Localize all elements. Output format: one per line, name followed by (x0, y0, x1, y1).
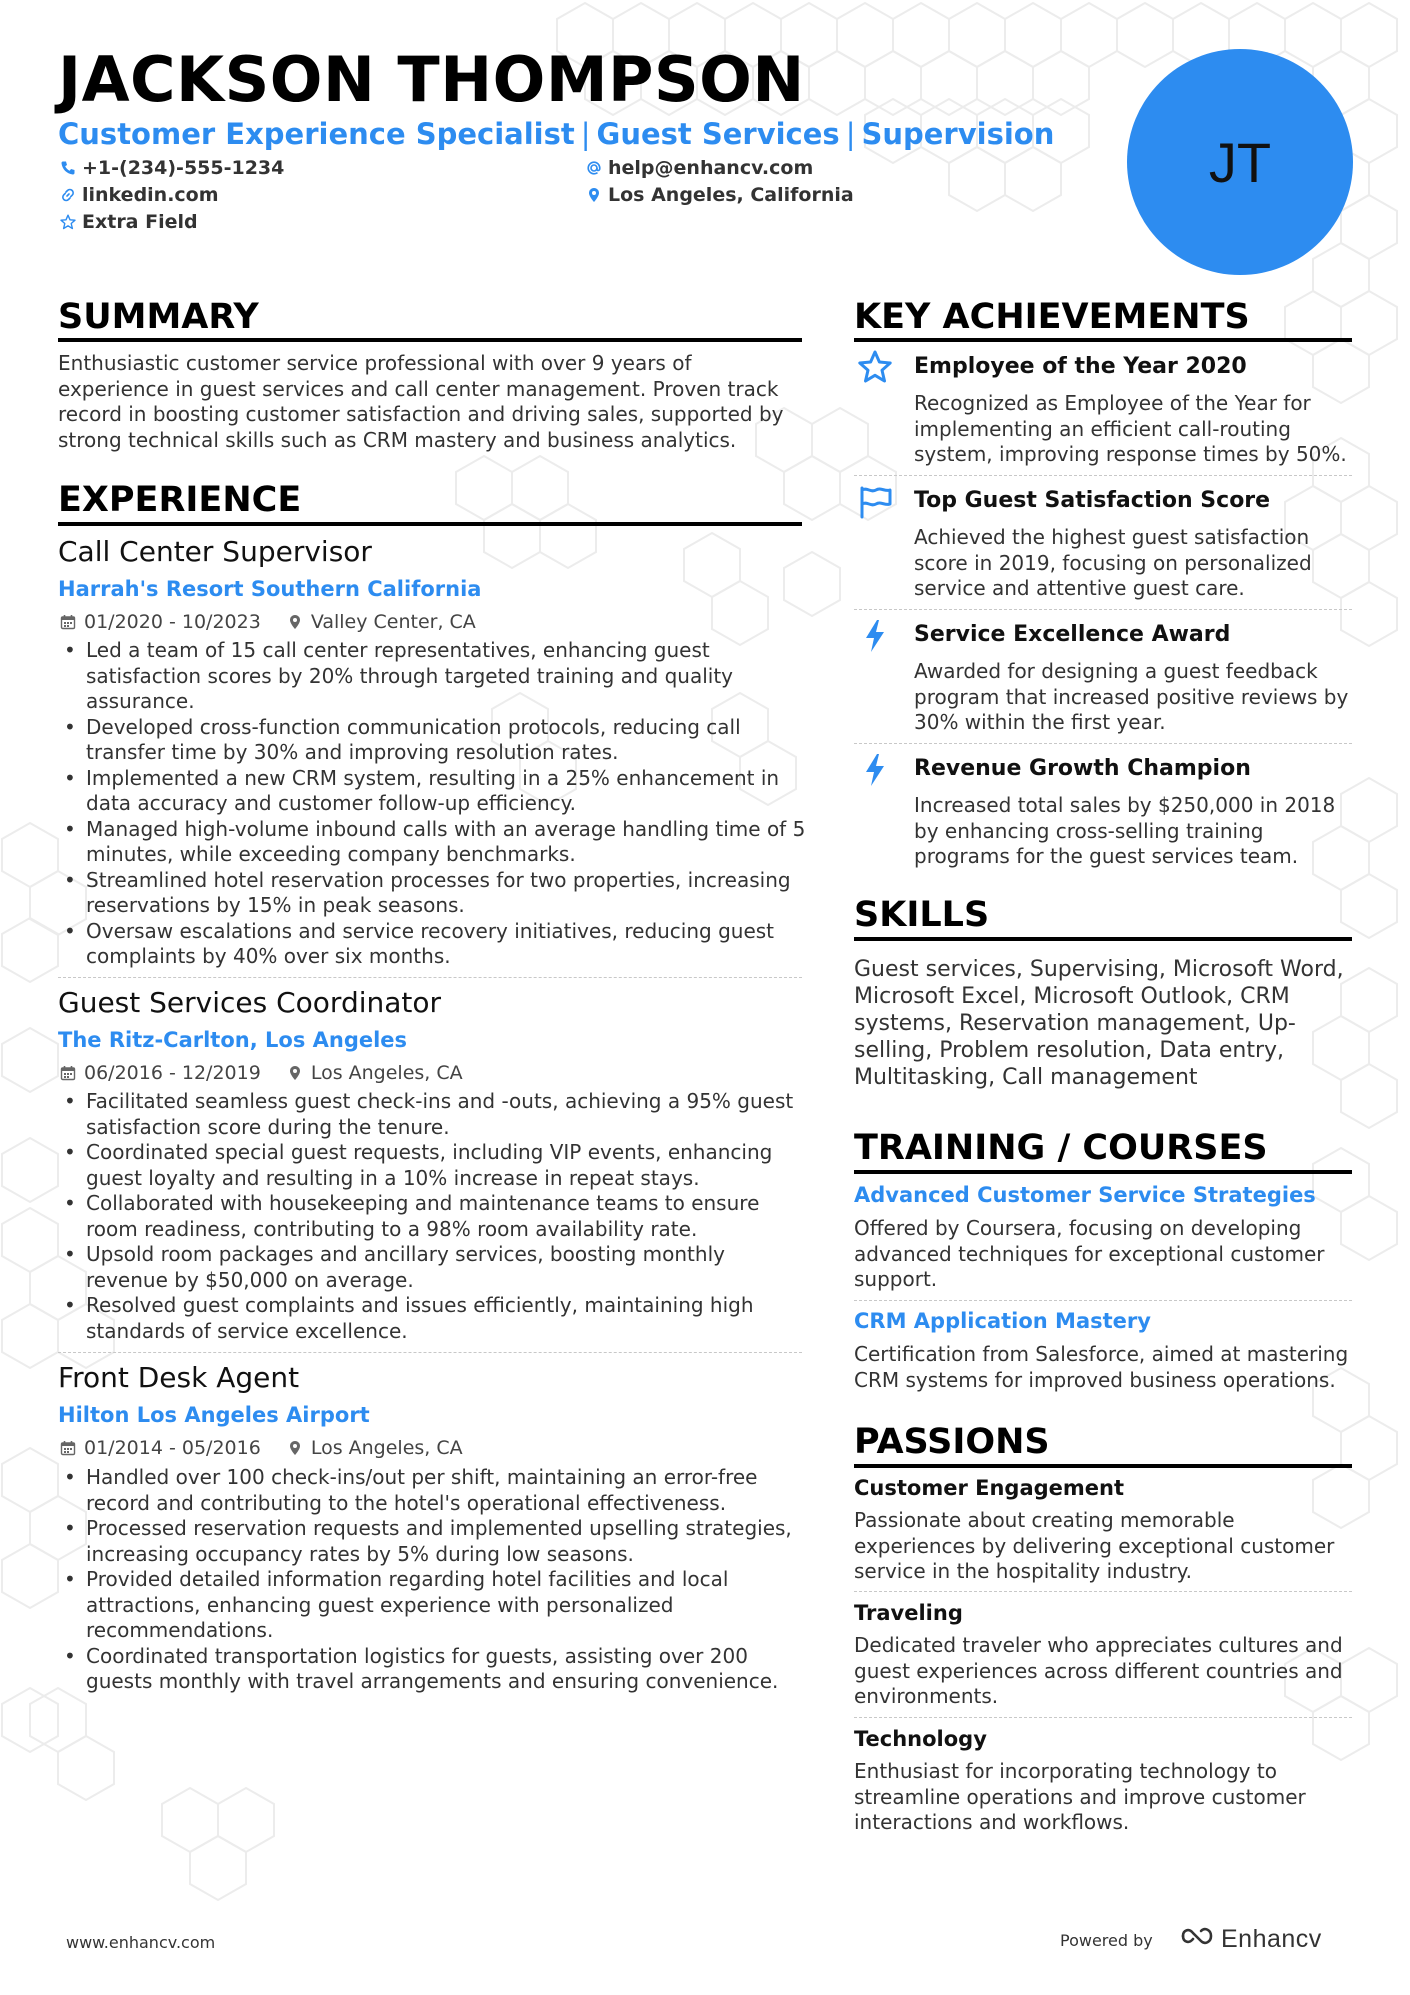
passion-text: Enthusiast for incorporating technology to streamline operations and improve customer interactions and workflows. (854, 1759, 1306, 1834)
list-item: • Upsold room packages and ancillary services, boosting monthly revenue by $50,000 on average. (58, 1242, 808, 1293)
section-divider (854, 338, 1352, 342)
entry-divider (854, 1591, 1352, 1592)
pin-icon (586, 187, 602, 203)
list-item: • Oversaw escalations and service recovery initiatives, reducing guest complaints by 40% over six months. (58, 919, 808, 970)
job-role: Call Center Supervisor (58, 535, 372, 568)
entry-divider (854, 1300, 1352, 1301)
contact-location (586, 182, 854, 208)
achievement-text: Achieved the highest guest satisfaction score in 2019, focusing on personalized service and attentive guest care. (914, 525, 1312, 600)
passions-title: PASSIONS (854, 1422, 1050, 1462)
pin-icon (287, 614, 303, 630)
entry-divider (58, 1352, 802, 1353)
job-company[interactable]: Harrah's Resort Southern California (58, 577, 482, 601)
at-icon (586, 160, 602, 176)
star-icon (60, 214, 76, 230)
job-dates: 06/2016 - 12/2019 (84, 1062, 261, 1084)
skills-title: SKILLS (854, 895, 990, 935)
avatar-initials: JT (1208, 130, 1272, 194)
list-item: • Provided detailed information regarding hotel facilities and local attractions, enhancing guest experience with personalized recommendations. (58, 1567, 808, 1644)
course-text: Offered by Coursera, focusing on developing advanced techniques for exceptional customer support. (854, 1216, 1325, 1291)
job-role: Guest Services Coordinator (58, 986, 442, 1019)
job-meta (60, 1435, 463, 1461)
list-item: • Coordinated special guest requests, including VIP events, enhancing guest loyalty and resulting in a 10% increase in repeat stays. (58, 1140, 808, 1191)
headline-part: Customer Experience Specialist (58, 117, 575, 151)
list-item: • Implemented a new CRM system, resulting in a 25% enhancement in data accuracy and customer follow-up efficiency. (58, 766, 808, 817)
headline-separator: | (580, 117, 591, 151)
flag-icon (857, 484, 893, 520)
phone-icon (60, 160, 76, 176)
job-location: Valley Center, CA (310, 611, 476, 633)
contact-extra (60, 209, 198, 235)
calendar-icon (60, 1440, 76, 1456)
job-bullets (58, 638, 808, 970)
enhancv-logo-icon (1180, 1924, 1214, 1948)
headline (58, 116, 1054, 152)
pin-icon (287, 1065, 303, 1081)
list-item: • Coordinated transportation logistics for guests, assisting over 200 guests monthly with travel arrangements and ensuring convenience. (58, 1644, 808, 1695)
headline-part: Supervision (861, 117, 1055, 151)
entry-divider (854, 743, 1352, 744)
bolt-icon (857, 618, 893, 654)
achievement-text: Recognized as Employee of the Year for implementing an efficient call-routing system, improving response times by 50%. (914, 391, 1347, 466)
extra-field-text: Extra Field (82, 211, 198, 233)
job-dates: 01/2020 - 10/2023 (84, 611, 261, 633)
job-role: Front Desk Agent (58, 1361, 300, 1394)
course-title[interactable]: CRM Application Mastery (854, 1309, 1151, 1333)
achievement-title: Top Guest Satisfaction Score (914, 488, 1271, 513)
footer-powered-by: Powered by (1060, 1931, 1153, 1950)
training-title: TRAINING / COURSES (854, 1128, 1268, 1168)
list-item: • Resolved guest complaints and issues efficiently, maintaining high standards of service excellence. (58, 1293, 808, 1344)
passion-title: Customer Engagement (854, 1476, 1125, 1500)
email-address: help@enhancv.com (608, 157, 814, 179)
job-meta (60, 609, 476, 635)
contact-email[interactable] (586, 155, 813, 181)
job-bullets (58, 1465, 808, 1695)
list-item: • Developed cross-function communication protocols, reducing call transfer time by 30% and improving resolution rates. (58, 715, 808, 766)
list-item: • Led a team of 15 call center representatives, enhancing guest satisfaction scores by 20% through targeted training and quality assurance. (58, 638, 808, 715)
job-location: Los Angeles, CA (310, 1062, 463, 1084)
footer-brand[interactable]: Enhancv (1221, 1925, 1322, 1953)
list-item: • Facilitated seamless guest check-ins and -outs, achieving a 95% guest satisfaction score during the tenure. (58, 1089, 808, 1140)
list-item: • Handled over 100 check-ins/out per shift, maintaining an error-free record and contributing to the hotel's operational effectiveness. (58, 1465, 808, 1516)
achievement-title: Employee of the Year 2020 (914, 354, 1247, 379)
job-bullets (58, 1089, 808, 1344)
pin-icon (287, 1440, 303, 1456)
entry-divider (854, 1717, 1352, 1718)
job-company[interactable]: The Ritz-Carlton, Los Angeles (58, 1028, 408, 1052)
summary-text: Enthusiastic customer service professional with over 9 years of experience in guest services and call center management. Proven track record in boosting customer satisfaction and driving sales, supported by strong technical skills such as CRM mastery and business analytics. (58, 351, 784, 452)
linkedin-link: linkedin.com (82, 184, 219, 206)
star-icon (857, 349, 893, 385)
passion-title: Technology (854, 1727, 987, 1751)
calendar-icon (60, 614, 76, 630)
achievement-text: Awarded for designing a guest feedback program that increased positive reviews by 30% within the first year. (914, 659, 1349, 734)
job-dates: 01/2014 - 05/2016 (84, 1437, 261, 1459)
headline-part: Guest Services (596, 117, 840, 151)
job-company[interactable]: Hilton Los Angeles Airport (58, 1403, 370, 1427)
location-text: Los Angeles, California (608, 184, 854, 206)
phone-number: +1-(234)-555-1234 (82, 157, 285, 179)
skills-text: Guest services, Supervising, Microsoft Word, Microsoft Excel, Microsoft Outlook, CRM systems, Reservation management, Up-selling, Problem resolution, Data entry, Multitasking, Call management (854, 957, 1344, 1090)
achievements-title: KEY ACHIEVEMENTS (854, 297, 1250, 337)
section-divider (58, 338, 802, 342)
avatar (1127, 49, 1353, 275)
entry-divider (854, 609, 1352, 610)
entry-divider (854, 475, 1352, 476)
list-item: • Streamlined hotel reservation processes for two properties, increasing reservations by 15% in peak seasons. (58, 868, 808, 919)
section-divider (854, 1464, 1352, 1468)
calendar-icon (60, 1065, 76, 1081)
footer-website[interactable]: www.enhancv.com (66, 1933, 216, 1952)
course-title[interactable]: Advanced Customer Service Strategies (854, 1183, 1316, 1207)
list-item: • Processed reservation requests and implemented upselling strategies, increasing occupancy rates by 5% during low seasons. (58, 1516, 808, 1567)
job-meta (60, 1060, 463, 1086)
passion-title: Traveling (854, 1601, 963, 1625)
achievement-title: Revenue Growth Champion (914, 756, 1251, 781)
list-item: • Managed high-volume inbound calls with an average handling time of 5 minutes, while exceeding company benchmarks. (58, 817, 808, 868)
list-item: • Collaborated with housekeeping and maintenance teams to ensure room readiness, contributing to a 98% room availability rate. (58, 1191, 808, 1242)
contact-linkedin[interactable] (60, 182, 219, 208)
link-icon (60, 187, 76, 203)
course-text: Certification from Salesforce, aimed at mastering CRM systems for improved business operations. (854, 1342, 1349, 1392)
passion-text: Passionate about creating memorable experiences by delivering exceptional customer service in the hospitality industry. (854, 1508, 1335, 1583)
contact-phone[interactable] (60, 155, 284, 181)
achievement-text: Increased total sales by $250,000 in 2018 by enhancing cross-selling training programs for the guest services team. (914, 793, 1336, 868)
section-divider (58, 522, 802, 526)
bolt-icon (857, 752, 893, 788)
experience-title: EXPERIENCE (58, 480, 302, 520)
section-divider (854, 1170, 1352, 1174)
section-divider (854, 937, 1352, 941)
entry-divider (58, 977, 802, 978)
summary-title: SUMMARY (58, 297, 259, 337)
headline-separator: | (845, 117, 856, 151)
passion-text: Dedicated traveler who appreciates cultures and guest experiences across different countries and environments. (854, 1633, 1343, 1708)
candidate-name: JACKSON THOMPSON (58, 43, 805, 116)
job-location: Los Angeles, CA (310, 1437, 463, 1459)
achievement-title: Service Excellence Award (914, 622, 1231, 647)
